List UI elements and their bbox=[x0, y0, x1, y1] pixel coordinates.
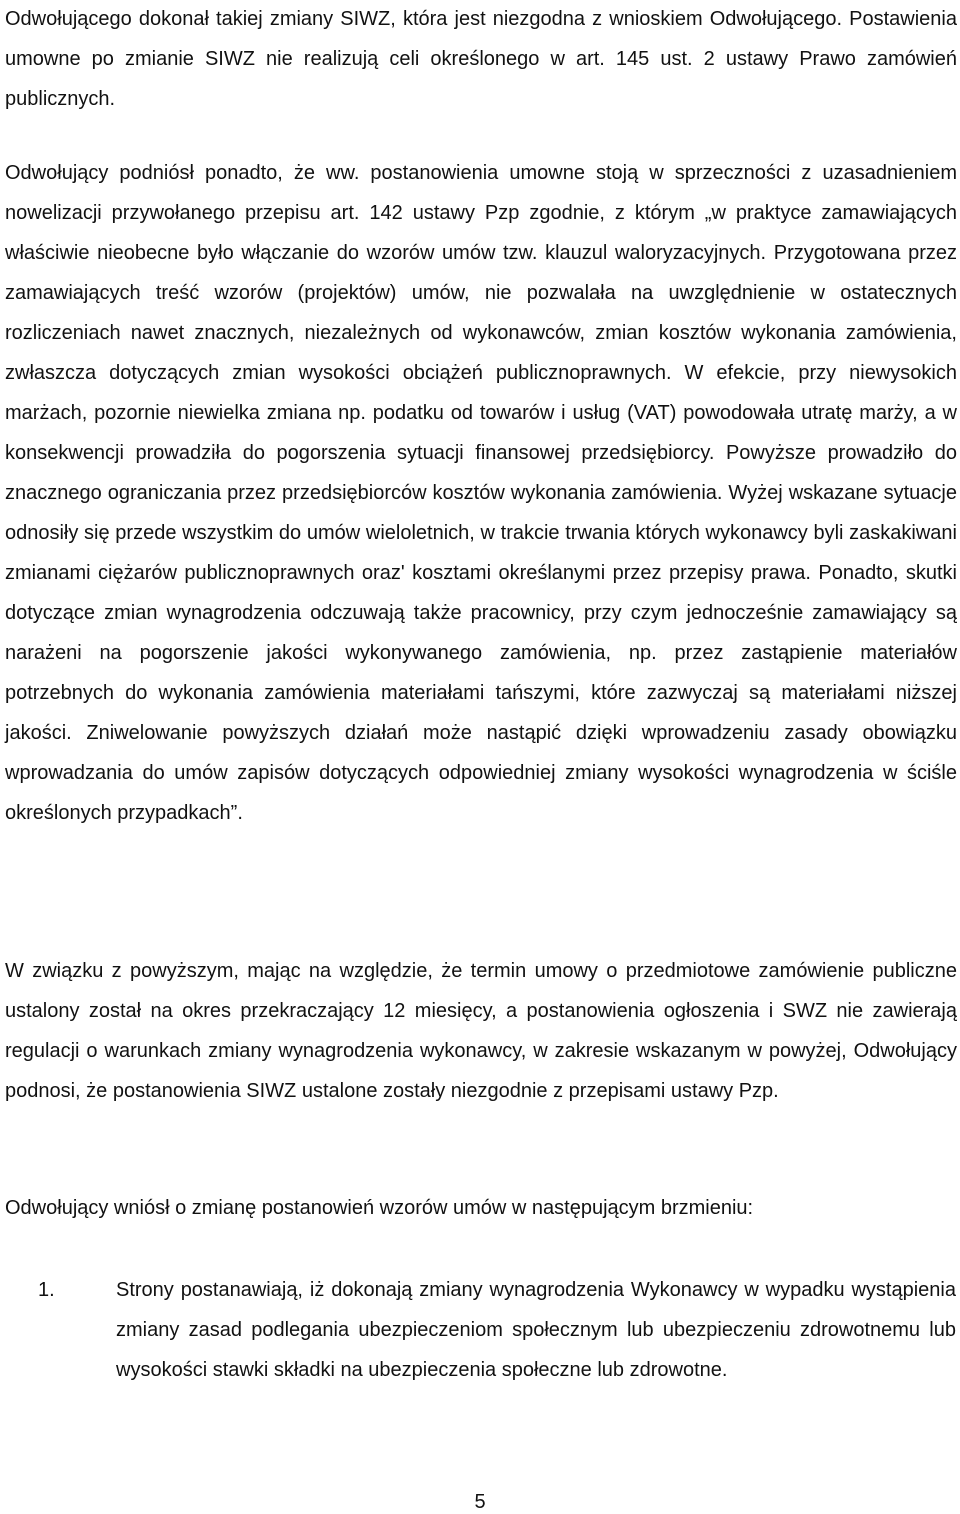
paragraph-justification-quote: Odwołujący podniósł ponadto, że ww. postanowienia umowne stoją w sprzeczności z uzasadnieniem nowelizacji przywołanego przepisu art. 142 ustawy Pzp zgodnie, z którym „w praktyce zamawiających właściwie nieobecne było włączanie do wzorów umów tzw. klauzul waloryzacyjnych. Przygotowana przez zamawiających treść wzorów (projektów) umów, nie pozwalała na uwzględnienie w ostatecznych rozliczeniach nawet znacznych, niezależnych od wykonawców, zmian kosztów wykonania zamówienia, zwłaszcza dotyczących zmian wysokości obciążeń publicznoprawnych. W efekcie, przy niewysokich marżach, pozornie niewielka zmiana np. podatku od towarów i usług (VAT) powodowała utratę marży, a w konsekwencji prowadziła do pogorszenia sytuacji finansowej przedsiębiorcy. Powyższe prowadziło do znacznego ograniczania przez przedsiębiorców kosztów wykonania zamówienia. Wyżej wskazane sytuacje odnosiły się przede wszystkim do umów wieloletnich, w trakcie trwania których wykonawcy byli zaskakiwani zmianami ciężarów publicznoprawnych oraz' kosztami określanymi przez przepisy prawa. Ponadto, skutki dotyczące zmian wynagrodzenia odczuwają także pracownicy, przy czym jednocześnie zamawiający są narażeni na pogorszenie jakości wykonywanego zamówienia, np. przez zastąpienie materiałów potrzebnych do wykonania zamówienia materiałami tańszymi, które zazwyczaj są materiałami niższej jakości. Zniwelowanie powyższych działań może nastąpić dzięki wprowadzeniu zasady obowiązku wprowadzania do umów zapisów dotyczących odpowiedniej zmiany wysokości wynagrodzenia w ściśle określonych przypadkach”. bbox=[5, 162, 957, 824]
list-item-text: Strony postanawiają, iż dokonają zmiany wynagrodzenia Wykonawcy w wypadku wystąpienia zmiany zasad podlegania ubezpieczeniom społecznym lub ubezpieczeniu zdrowotnemu lub wysokości stawki składki na ubezpieczenia społeczne lub zdrowotne. bbox=[116, 1279, 956, 1381]
paragraph-request-intro: Odwołujący wniósł o zmianę postanowień wzorów umów w następującym brzmieniu: bbox=[5, 1197, 754, 1219]
list-item-number: 1. bbox=[38, 1279, 55, 1301]
page-number: 5 bbox=[474, 1491, 486, 1513]
paragraph-siwz-change: Odwołującego dokonał takiej zmiany SIWZ, która jest niezgodna z wnioskiem Odwołującego. Postawienia umowne po zmianie SIWZ nie realizują celi określonego w art. 145 ust. 2 ustawy Prawo zamówień publicznych. bbox=[5, 8, 957, 110]
paragraph-conclusion: W związku z powyższym, mając na względzie, że termin umowy o przedmiotowe zamówienie publiczne ustalony został na okres przekraczający 12 miesięcy, a postanowienia ogłoszenia i SWZ nie zawierają regulacji o warunkach zmiany wynagrodzenia wykonawcy, w zakresie wskazanym w powyżej, Odwołujący podnosi, że postanowienia SIWZ ustalone zostały niezgodnie z przepisami ustawy Pzp. bbox=[5, 960, 957, 1102]
